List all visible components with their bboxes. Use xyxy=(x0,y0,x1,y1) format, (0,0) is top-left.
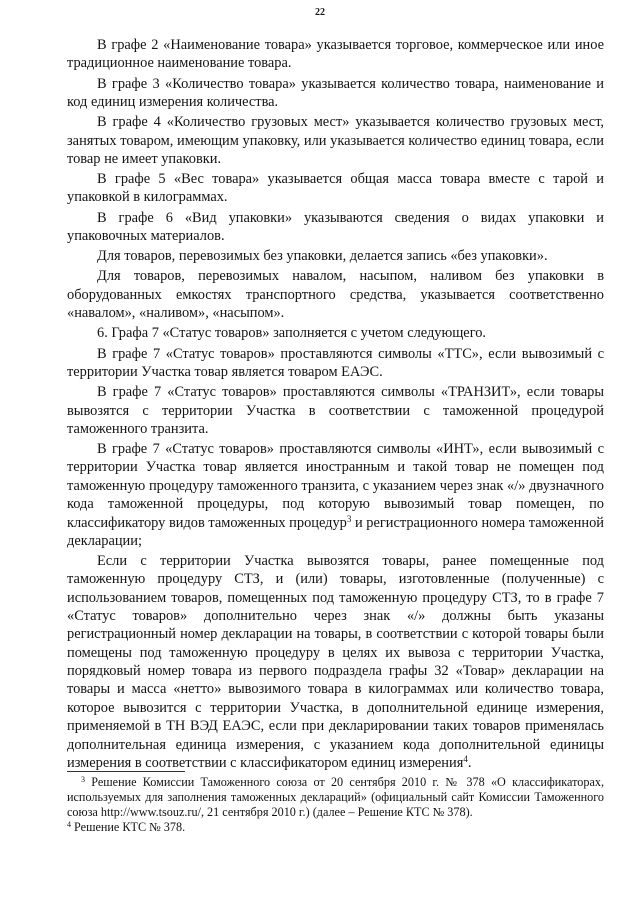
page-number: 22 xyxy=(315,7,325,18)
paragraph-status-transit: В графе 7 «Статус товаров» проставляются символы «ТРАНЗИТ», если товары вывозятся с территории Участка в соответствии с таможенной процедурой таможенного транзита. xyxy=(67,384,604,437)
paragraph-status-tts: В графе 7 «Статус товаров» проставляются символы «ТТС», если вывозимый с территории Участка товар является товаром ЕАЭС. xyxy=(67,345,604,380)
paragraph-status-stz xyxy=(67,552,604,772)
paragraph-column-4: В графе 4 «Количество грузовых мест» указывается количество грузовых мест, занятых товаром, имеющим упаковку, или указывается количество единиц товара, если товар не имеет упаковки. xyxy=(67,114,604,167)
paragraph-column-6: В графе 6 «Вид упаковки» указываются сведения о видах упаковки и упаковочных материалов. xyxy=(67,209,604,244)
paragraph-column-2: В графе 2 «Наименование товара» указывается торговое, коммерческое или иное традиционное наименование товара. xyxy=(67,37,604,72)
paragraph-item-6: 6. Графа 7 «Статус товаров» заполняется с учетом следующего. xyxy=(97,325,487,342)
paragraph-status-int-text: В графе 7 «Статус товаров» проставляются символы «ИНТ», если вывозимый с территории Участка товар является иностранным и такой товар не помещен под таможенную процедуру таможенного транзита, с указанием через знак «/» двузначного кода таможенной процедуры, под которую вывозимый товар помещен, по классификатору видов таможенных процедур xyxy=(67,441,604,531)
paragraph-status-int-tail: и регистрационного номера таможенной декларации; xyxy=(67,514,604,549)
footnote-reference: 4 xyxy=(463,753,468,764)
footnote-marker: 3 xyxy=(81,775,85,784)
footnote-item xyxy=(67,775,604,820)
paragraph-no-packaging: Для товаров, перевозимых без упаковки, делается запись «без упаковки». xyxy=(97,248,548,265)
paragraph-status-int xyxy=(67,440,604,550)
footnote-item xyxy=(67,820,604,835)
paragraph-column-3: В графе 3 «Количество товара» указывается количество товара, наименование и код единиц измерения количества. xyxy=(67,75,604,110)
paragraph-column-5: В графе 5 «Вес товара» указывается общая масса товара вместе с тарой и упаковкой в килограммах. xyxy=(67,171,604,206)
footnotes xyxy=(67,775,604,835)
paragraph-status-stz-text: Если с территории Участка вывозятся товары, ранее помещенные под таможенную процедуру СТЗ, и (или) товары, изготовленные (полученные) с использованием товаров, помещенных под таможенную процедуру СТЗ, то в графе 7 «Статус товаров» дополнительно через знак «/» должны быть указаны регистрационный номер декларации на товары, в соответствии с которой товары были помещены под таможенную процедуру в целях их вывоза с территории Участка, порядковый номер товара из первого подраздела графы 32 «Товар» декларации на товары и масса «нетто» вывозимого товара в килограммах или количество товара, которое вывозится с территории Участка, в дополнительной единице измерения, применяемой в ТН ВЭД ЕАЭС, если при декларировании таких товаров применялась дополнительная единица измерения, с указанием кода дополнительной единицы измерения в соответствии с классификатором единиц измерения xyxy=(67,553,604,771)
footnote-text: Решение Комиссии Таможенного союза от 20 сентября 2010 г. № 378 «О классификаторах, используемых для заполнения таможенных деклараций» (официальный сайт Комиссии Таможенного союза http://www.tsouz.ru/, 21 сентября 2010 г.) (далее – Решение КТС № 378). xyxy=(67,775,604,819)
main-text xyxy=(67,36,604,772)
footnote-divider xyxy=(67,771,185,772)
footnote-text: Решение КТС № 378. xyxy=(71,820,186,834)
paragraph-bulk-goods: Для товаров, перевозимых навалом, насыпом, наливом без упаковки в оборудованных емкостях транспортного средства, указывается соответственно «навалом», «наливом», «насыпом». xyxy=(67,268,604,322)
paragraph-status-stz-tail: . xyxy=(467,754,472,771)
footnote-marker: 4 xyxy=(67,820,71,829)
footnote-reference: 3 xyxy=(346,513,352,524)
